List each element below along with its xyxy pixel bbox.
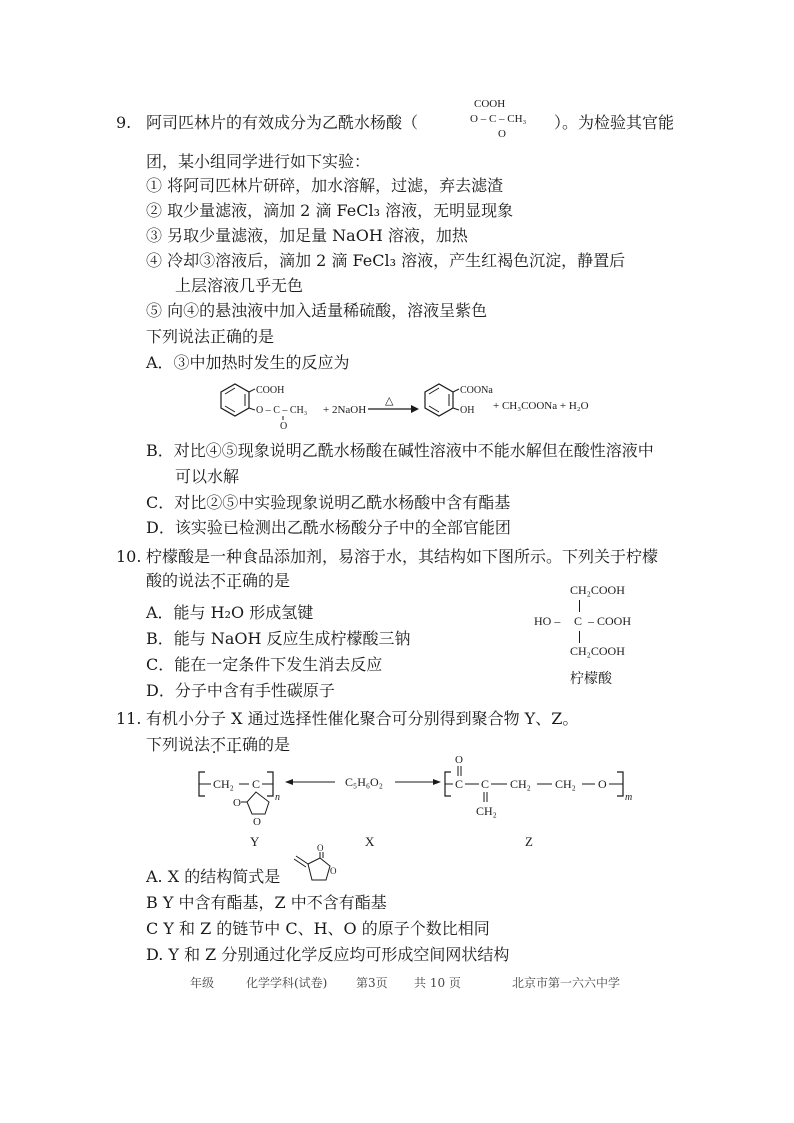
q10-option-a: A．能与 H₂O 形成氢键	[146, 603, 314, 622]
q9-number: 9.	[116, 113, 132, 132]
q9-prompt: 下列说法正确的是	[146, 327, 275, 346]
q11-number: 11.	[116, 709, 142, 728]
z-carbonyl-o: O	[455, 754, 463, 766]
q9-option-d: D．该实验已检测出乙酰水杨酸分子中的全部官能团	[146, 518, 511, 537]
q9-step-3: ③ 另取少量滤液，加足量 NaOH 溶液，加热	[146, 226, 468, 245]
q11-option-d: D. Y 和 Z 分别通过化学反应均可形成空间网状结构	[146, 945, 510, 964]
x-lactone-structure	[286, 842, 346, 892]
y-c: C	[252, 777, 261, 791]
citric-acid-structure	[532, 583, 672, 693]
footer-grade: 年级	[190, 976, 215, 990]
y-subscript-n: n	[275, 792, 280, 803]
footer-total: 共 10 页	[414, 976, 461, 990]
aspirin-ester: O – C – CH₃	[470, 113, 527, 125]
z-subscript-m: m	[625, 792, 633, 803]
rxn-naoh: + 2NaOH	[323, 404, 367, 416]
q11-stem-line1: 有机小分子 X 通过选择性催化聚合可分别得到聚合物 Y、Z。	[146, 709, 579, 728]
z-methylene: CH₂	[476, 804, 497, 818]
q11-option-a: A. X 的结构简式是	[146, 867, 281, 886]
q10-option-d: D．分子中含有手性碳原子	[146, 681, 335, 700]
q9-option-c: C．对比②⑤中实验现象说明乙酰水杨酸中含有酯基	[146, 493, 511, 512]
q9-reaction-scheme	[205, 380, 635, 430]
q9-stem-part3: 团，某小组同学进行如下实验：	[146, 152, 371, 171]
q9-stem-part1: 阿司匹林片的有效成分为乙酰水杨酸（	[146, 113, 419, 132]
q9-option-b: B．对比④⑤现象说明乙酰水杨酸在碱性溶液中不能水解但在酸性溶液中	[146, 441, 654, 460]
footer-page: 第3页	[356, 976, 388, 990]
citric-top-group: CH₂COOH	[570, 583, 625, 597]
q10-option-b: B．能与 NaOH 反应生成柠檬酸三钠	[146, 629, 411, 648]
citric-central-c: C	[574, 614, 583, 628]
q9-step-4-cont: 上层溶液几乎无色	[175, 276, 304, 295]
q11-option-c: C Y 和 Z 的链节中 C、H、O 的原子个数比相同	[146, 919, 490, 938]
q9-option-b-cont: 可以水解	[175, 467, 240, 486]
z-c2: C	[481, 777, 490, 791]
aspirin-cooh: COOH	[474, 98, 506, 110]
aspirin-carbonyl-o: O	[498, 128, 506, 140]
rxn-heat-symbol: △	[385, 395, 394, 407]
q11-stem-text: 下列说法	[146, 735, 211, 754]
z-ether-o: O	[598, 777, 607, 791]
q9-option-a: A．③中加热时发生的反应为	[146, 353, 350, 372]
q10-stem-line1: 柠檬酸是一种食品添加剂，易溶于水，其结构如下图所示。下列关于柠檬	[146, 547, 659, 566]
q9-stem-part2: ）。为检验其官能	[554, 113, 675, 132]
footer-school: 北京市第一六六中学	[512, 976, 621, 990]
q11-polymer-scheme	[195, 750, 675, 850]
q9-step-5: ⑤ 向④的悬浊液中加入适量稀硫酸，溶液呈紫色	[146, 301, 488, 320]
aspirin-structure	[470, 98, 550, 142]
label-x: X	[365, 834, 375, 849]
rxn-carbonyl-o: O	[280, 421, 288, 430]
citric-bottom-group: CH₂COOH	[570, 644, 625, 658]
rxn-ester: O – C – CH₃	[256, 405, 308, 416]
x-ring-o: O	[330, 866, 337, 876]
q9-step-2: ② 取少量滤液，滴加 2 滴 FeCl₃ 溶液，无明显现象	[146, 201, 514, 220]
z-ch2-c: CH₂	[555, 777, 576, 791]
q10-stem-end: 的是	[258, 571, 291, 590]
q11-emphasis-not-correct: 不正确 • •	[210, 735, 258, 754]
q10-stem-line2	[146, 571, 290, 591]
q9-step-4: ④ 冷却③溶液后，滴加 2 滴 FeCl₃ 溶液，产生红褐色沉淀，静置后	[146, 251, 626, 270]
rxn-coona: COONa	[460, 385, 493, 396]
q10-stem-text: 酸的说法	[146, 571, 211, 590]
citric-caption: 柠檬酸	[570, 671, 612, 687]
y-ch2: CH₂	[213, 777, 234, 791]
q11-option-b: B Y 中含有酯基，Z 中不含有酯基	[146, 893, 387, 912]
x-carbonyl-o: O	[317, 843, 324, 853]
footer-subject: 化学学科(试卷)	[246, 976, 328, 990]
x-formula: C₅H₆O₂	[345, 775, 383, 789]
y-carbonyl-o: O	[233, 797, 241, 809]
z-ch2-b: CH₂	[510, 777, 531, 791]
q11-stem-end: 的是	[258, 735, 291, 754]
citric-right-group: – COOH	[588, 614, 632, 628]
rxn-oh: OH	[460, 405, 475, 416]
label-y: Y	[250, 834, 260, 849]
citric-ho: HO –	[534, 614, 561, 628]
q9-step-1: ① 将阿司匹林片研碎，加水溶解，过滤，弃去滤渣	[146, 176, 504, 195]
z-carbonyl-c: C	[455, 777, 464, 791]
rxn-cooh: COOH	[256, 385, 285, 396]
q10-emphasis-not-correct: 不正确 • •	[210, 571, 258, 590]
arrow-to-z	[433, 779, 441, 785]
arrow-to-y	[285, 779, 293, 785]
y-ring-o: O	[253, 816, 261, 828]
q10-number: 10.	[116, 547, 142, 566]
label-z: Z	[525, 834, 533, 849]
rxn-products: + CH₃COONa + H₂O	[493, 400, 589, 412]
q10-option-c: C．能在一定条件下发生消去反应	[146, 655, 383, 674]
